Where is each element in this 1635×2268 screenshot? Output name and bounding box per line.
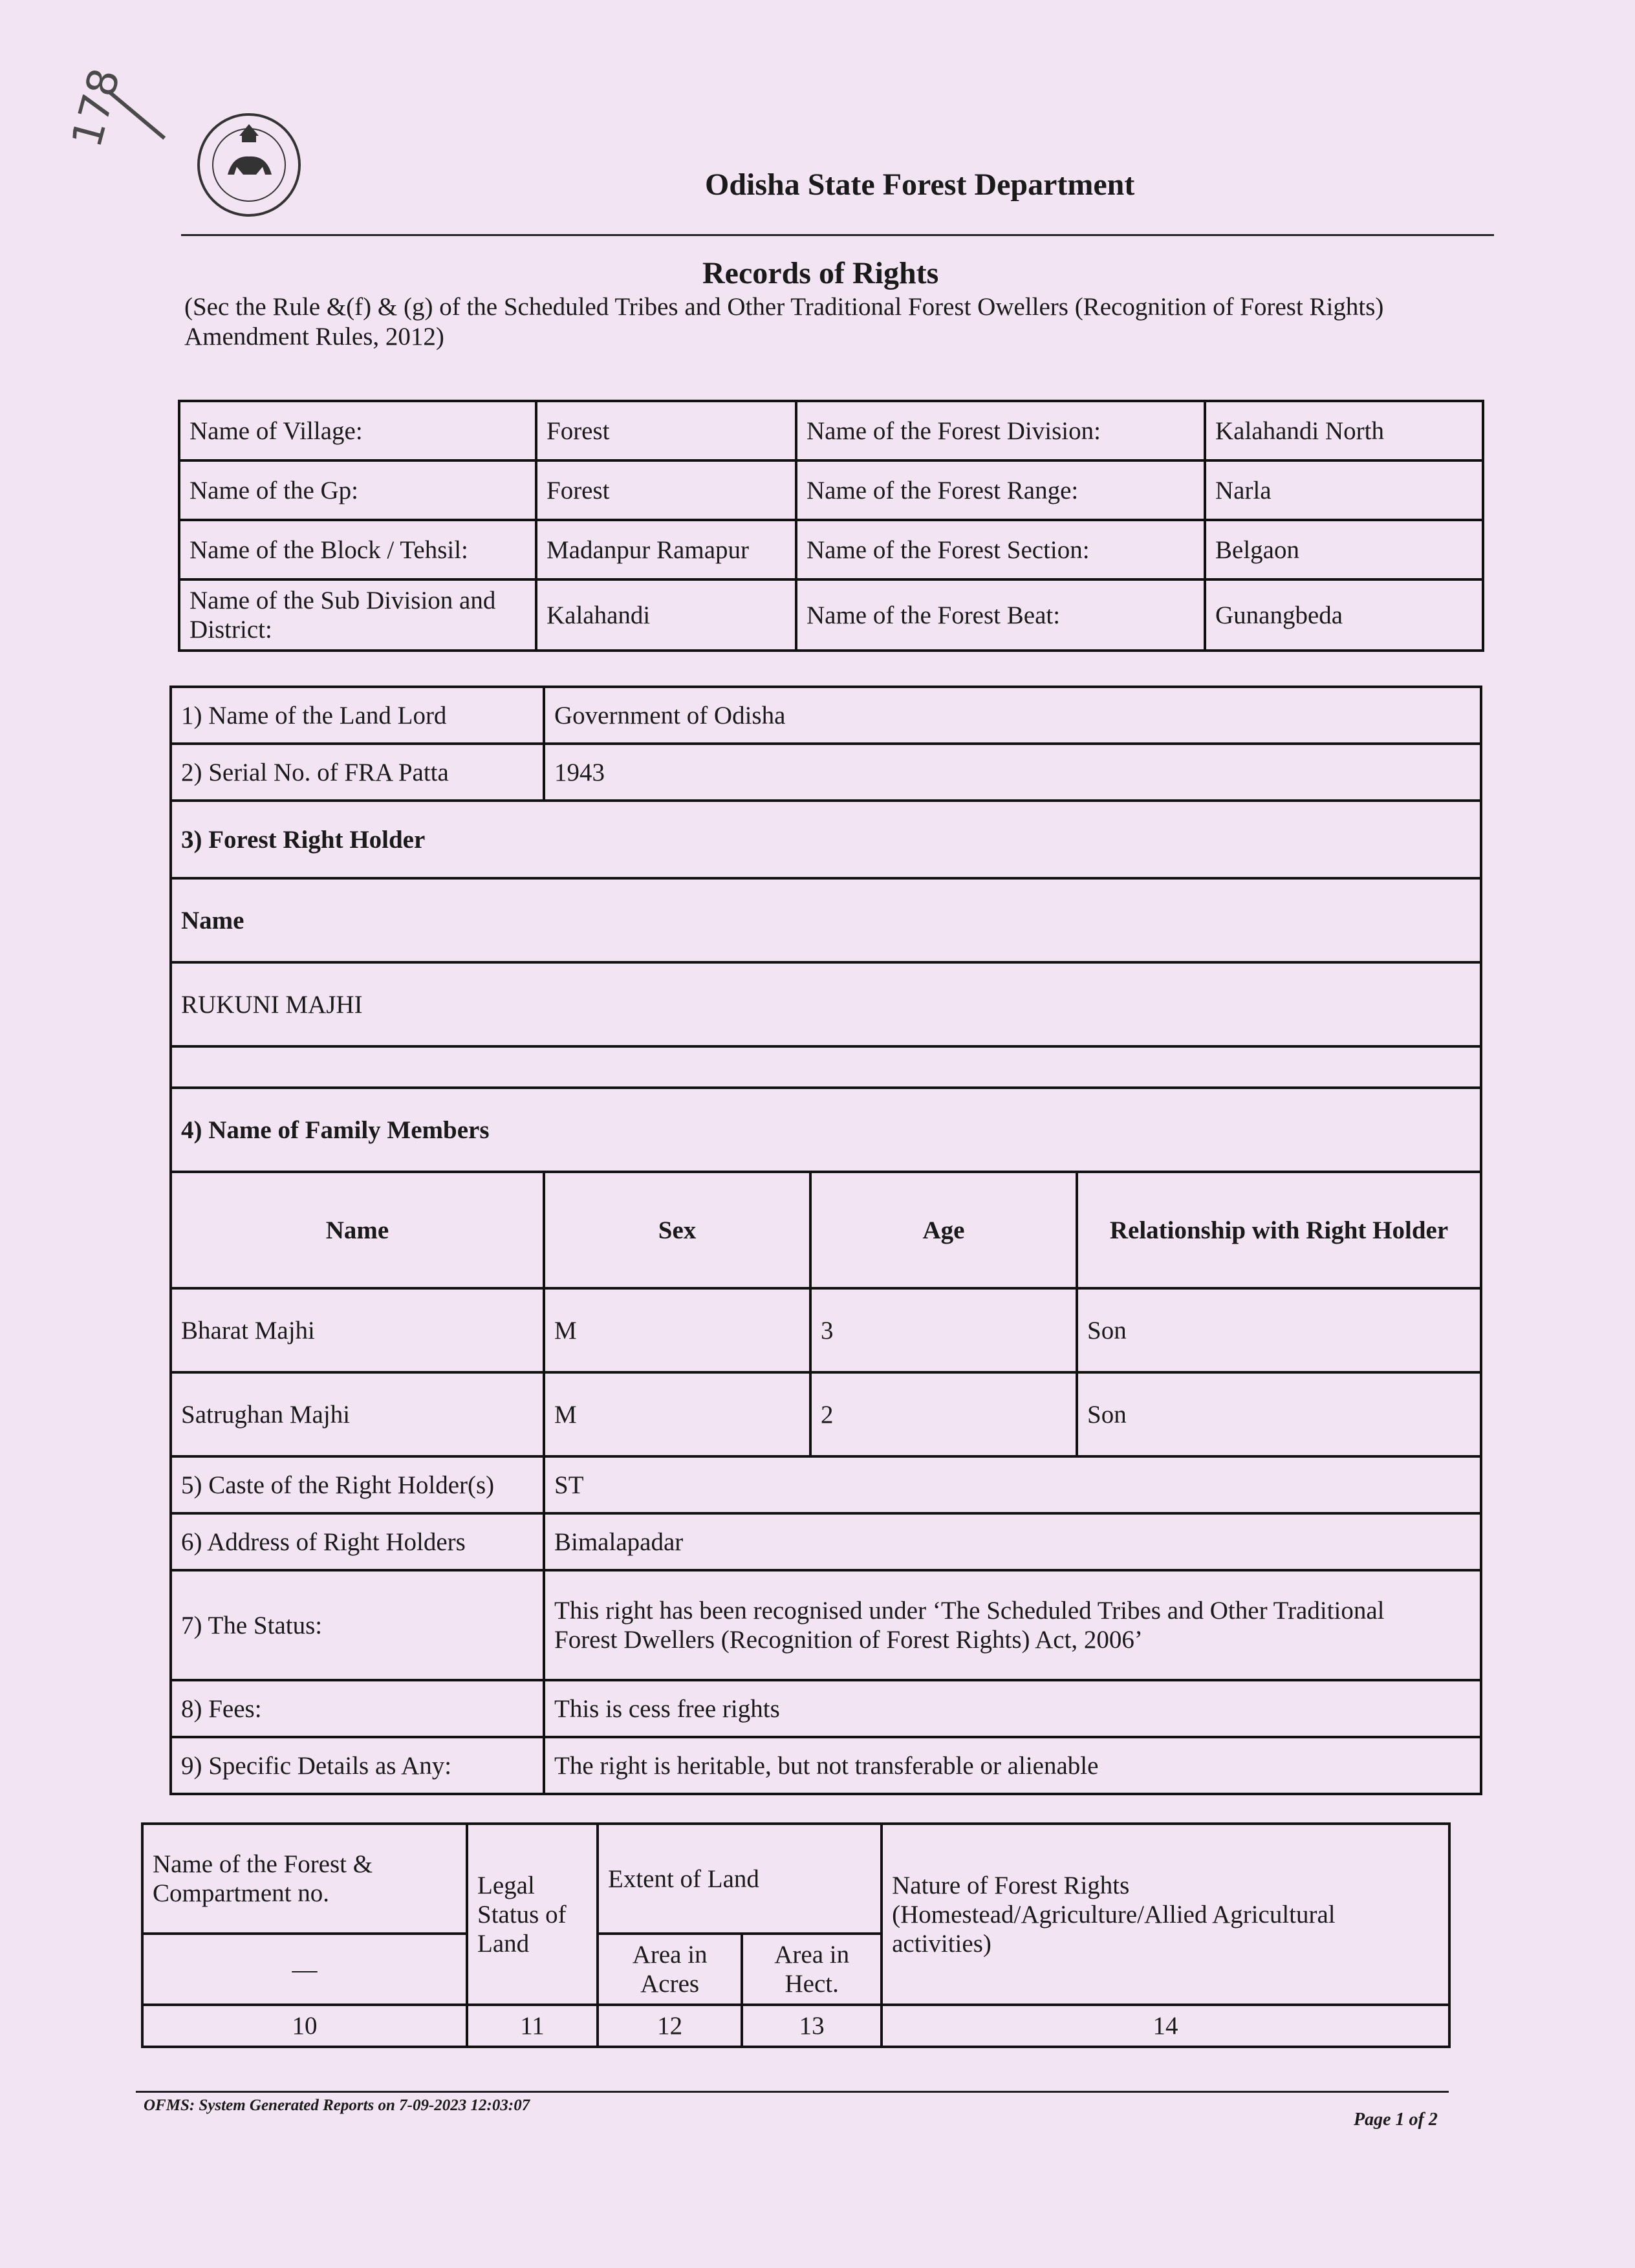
family-member-sex: M [544, 1288, 810, 1372]
land-table [141, 1822, 1451, 2048]
family-member-relation: Son [1077, 1372, 1481, 1456]
location-table [178, 400, 1484, 652]
section-label: Name of the Forest Section: [796, 520, 1205, 579]
blank-row [171, 1046, 1481, 1088]
col-legal: Legal Status of Land [467, 1824, 598, 2005]
header-divider [181, 234, 1494, 236]
col-number: 12 [598, 2005, 742, 2047]
division-value: Kalahandi North [1205, 401, 1483, 460]
col-forest: Name of the Forest & Compartment no. [142, 1824, 467, 1934]
village-value: Forest [536, 401, 796, 460]
subdivision-label: Name of the Sub Division and District: [179, 579, 536, 651]
address-label: 6) Address of Right Holders [171, 1513, 544, 1570]
address-value: Bimalapadar [544, 1513, 1481, 1570]
family-col-age: Age [810, 1172, 1077, 1288]
serial-label: 2) Serial No. of FRA Patta [171, 744, 544, 801]
family-member-name: Bharat Majhi [171, 1288, 544, 1372]
col-nature: Nature of Forest Rights (Homestead/Agriculture/Allied Agricultural activities) [882, 1824, 1449, 2005]
status-line-1: This right has been recognised under ‘The Scheduled Tribes and Other Traditional [554, 1597, 1385, 1625]
col-number: 11 [467, 2005, 598, 2047]
family-col-name: Name [171, 1172, 544, 1288]
rights-record-table [169, 686, 1482, 1795]
family-member-age: 3 [810, 1288, 1077, 1372]
rule-reference: (Sec the Rule &(f) & (g) of the Scheduled Tribes and Other Traditional Forest Owellers (Recognition of Forest Rights) Amendment Rules, 2012) [184, 293, 1384, 351]
col-number: 14 [882, 2005, 1449, 2047]
family-member-relation: Son [1077, 1288, 1481, 1372]
family-member-name: Satrughan Majhi [171, 1372, 544, 1456]
col-number: 10 [142, 2005, 467, 2047]
fees-value: This is cess free rights [544, 1680, 1481, 1737]
odisha-emblem-icon [194, 110, 304, 220]
status-line-2: Forest Dwellers (Recognition of Forest Rights) Act, 2006’ [554, 1626, 1143, 1654]
sub-hect: Area in Hect. [742, 1934, 882, 2005]
beat-label: Name of the Forest Beat: [796, 579, 1205, 651]
sub-acres: Area in Acres [598, 1934, 742, 2005]
landlord-value: Government of Odisha [544, 687, 1481, 744]
generated-timestamp: OFMS: System Generated Reports on 7-09-2023 12:03:07 [144, 2097, 530, 2114]
range-label: Name of the Forest Range: [796, 460, 1205, 520]
family-col-relation: Relationship with Right Holder [1077, 1172, 1481, 1288]
department-title: Odisha State Forest Department [705, 167, 1135, 202]
handwritten-number: 178 [63, 63, 130, 153]
status-value [544, 1570, 1481, 1680]
serial-value: 1943 [544, 744, 1481, 801]
fees-label: 8) Fees: [171, 1680, 544, 1737]
caste-value: ST [544, 1456, 1481, 1513]
village-label: Name of Village: [179, 401, 536, 460]
name-heading: Name [171, 878, 1481, 962]
family-member-age: 2 [810, 1372, 1077, 1456]
family-heading: 4) Name of Family Members [171, 1088, 1481, 1172]
status-label: 7) The Status: [171, 1570, 544, 1680]
details-label: 9) Specific Details as Any: [171, 1737, 544, 1794]
holder-heading: 3) Forest Right Holder [171, 801, 1481, 878]
holder-name: RUKUNI MAJHI [171, 962, 1481, 1046]
footer-divider [136, 2091, 1449, 2093]
col-extent: Extent of Land [598, 1824, 882, 1934]
caste-label: 5) Caste of the Right Holder(s) [171, 1456, 544, 1513]
section-value: Belgaon [1205, 520, 1483, 579]
range-value: Narla [1205, 460, 1483, 520]
col-number: 13 [742, 2005, 882, 2047]
beat-value: Gunangbeda [1205, 579, 1483, 651]
subdivision-value: Kalahandi [536, 579, 796, 651]
page-number: Page 1 of 2 [1354, 2110, 1438, 2130]
forest-value: — [142, 1934, 467, 2005]
page-title: Records of Rights [702, 256, 939, 290]
details-value: The right is heritable, but not transferable or alienable [544, 1737, 1481, 1794]
block-label: Name of the Block / Tehsil: [179, 520, 536, 579]
gp-label: Name of the Gp: [179, 460, 536, 520]
block-value: Madanpur Ramapur [536, 520, 796, 579]
family-member-sex: M [544, 1372, 810, 1456]
gp-value: Forest [536, 460, 796, 520]
division-label: Name of the Forest Division: [796, 401, 1205, 460]
family-col-sex: Sex [544, 1172, 810, 1288]
landlord-label: 1) Name of the Land Lord [171, 687, 544, 744]
